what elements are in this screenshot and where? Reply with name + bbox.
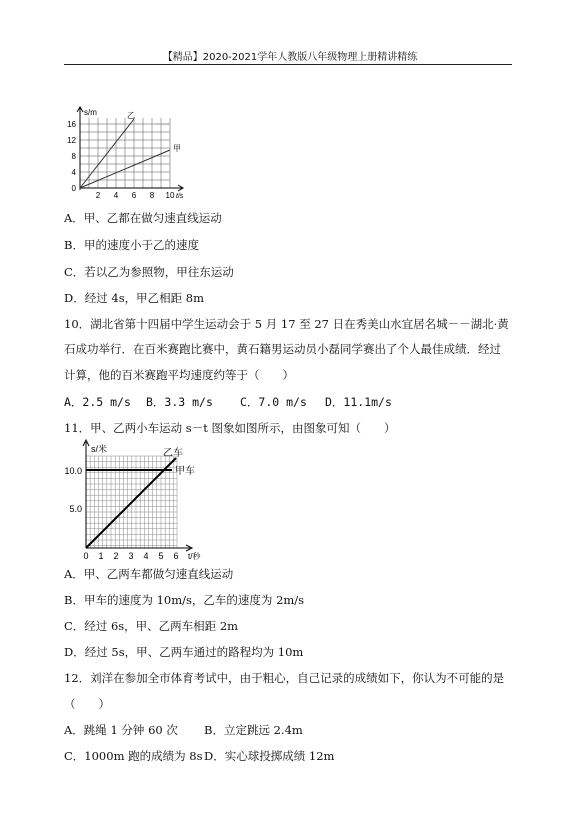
q12-option-c: C．1000m 跑的成绩为 8s — [64, 749, 203, 763]
graph-1-ytick: 4 — [71, 168, 76, 177]
graph-1-ytick: 12 — [67, 136, 76, 145]
graph-1 — [64, 104, 214, 204]
graph-2-xtick: 3 — [128, 551, 134, 561]
q11-option-b: B．甲车的速度为 10m/s，乙车的速度为 2m/s — [64, 593, 305, 607]
graph-1-label-yi: 乙 — [127, 111, 135, 120]
q11-option-a: A．甲、乙两车都做匀速直线运动 — [64, 567, 234, 581]
graph-1-label-jia: 甲 — [173, 144, 181, 153]
graph-1-ytick: 0 — [71, 184, 76, 193]
q10-option-a: A．2.5 m/s — [64, 395, 131, 409]
q10-option-c: C．7.0 m/s — [240, 395, 307, 409]
header-divider — [64, 64, 512, 65]
q9-option-b: B．甲的速度小于乙的速度 — [64, 238, 199, 252]
q10-stem-line-1: 10．湖北省第十四届中学生运动会于 5 月 17 至 27 日在秀美山水宜居名城－－湖北·黄 — [64, 317, 509, 331]
q11-option-d: D．经过 5s，甲、乙两车通过的路程均为 10m — [64, 645, 304, 659]
graph-2-xtick: 4 — [143, 551, 149, 561]
graph-2-xtick: 5 — [158, 551, 164, 561]
graph-2-xtick: 2 — [113, 551, 119, 561]
graph-2-ytick: 5.0 — [69, 504, 82, 514]
graph-1-xlabel: t/s — [176, 193, 184, 200]
graph-1-xtick: 2 — [95, 191, 101, 200]
graph-1-grid — [80, 118, 170, 188]
q11-stem: 11．甲、乙两小车运动 s－t 图象如图所示，由图象可知（ ） — [64, 421, 396, 435]
graph-1-ylabel: s/m — [84, 108, 97, 117]
graph-1-xtick: 8 — [149, 191, 155, 200]
graph-2-xlabel: t/秒 — [188, 552, 201, 561]
q10-stem-line-3: 计算，他的百米赛跑平均速度约等于（ ） — [64, 368, 294, 382]
q12-stem: 12．刘洋在参加全市体育考试中，由于粗心，自己记录的成绩如下，你认为不可能的是 — [64, 671, 505, 685]
q10-stem-line-2: 石成功举行．在百米赛跑比赛中，黄石籍男运动员小磊同学赛出了个人最佳成绩．经过 — [64, 342, 501, 356]
q9-option-d: D．经过 4s，甲乙相距 8m — [64, 291, 204, 305]
q9-option-c: C．若以乙为参照物，甲往东运动 — [64, 265, 234, 279]
graph-1-ytick: 16 — [67, 120, 76, 129]
q10-option-b: B．3.3 m/s — [146, 395, 213, 409]
q12-option-b: B．立定跳远 2.4m — [204, 723, 303, 737]
page-header: 【精品】2020-2021学年人教版八年级物理上册精讲精练 — [162, 52, 418, 63]
q12-option-d: D．实心球投掷成绩 12m — [204, 749, 335, 763]
graph-1-ytick: 8 — [71, 152, 76, 161]
q10-option-d: D．11.1m/s — [325, 395, 392, 409]
q12-paren: （ ） — [64, 697, 110, 711]
graph-2-xtick: 0 — [83, 551, 89, 561]
q12-option-a: A．跳绳 1 分钟 60 次 — [64, 723, 178, 737]
graph-2-label-jia: 甲车 — [175, 466, 195, 477]
q11-option-c: C．经过 6s，甲、乙两车相距 2m — [64, 619, 239, 633]
graph-2-ylabel: s/米 — [91, 444, 108, 454]
graph-1-xtick: 4 — [113, 191, 119, 200]
graph-1-watermark: Word文档 — [156, 122, 170, 126]
graph-2-ytick: 10.0 — [64, 466, 82, 476]
graph-2-xtick: 6 — [173, 551, 179, 561]
graph-2-label-yi: 乙车 — [163, 448, 183, 459]
q9-option-a: A．甲、乙都在做匀速直线运动 — [64, 211, 222, 225]
graph-2-xtick: 1 — [98, 551, 104, 561]
graph-1-xtick: 10 — [165, 191, 175, 200]
graph-1-xtick: 6 — [131, 191, 137, 200]
graph-2 — [64, 436, 224, 562]
